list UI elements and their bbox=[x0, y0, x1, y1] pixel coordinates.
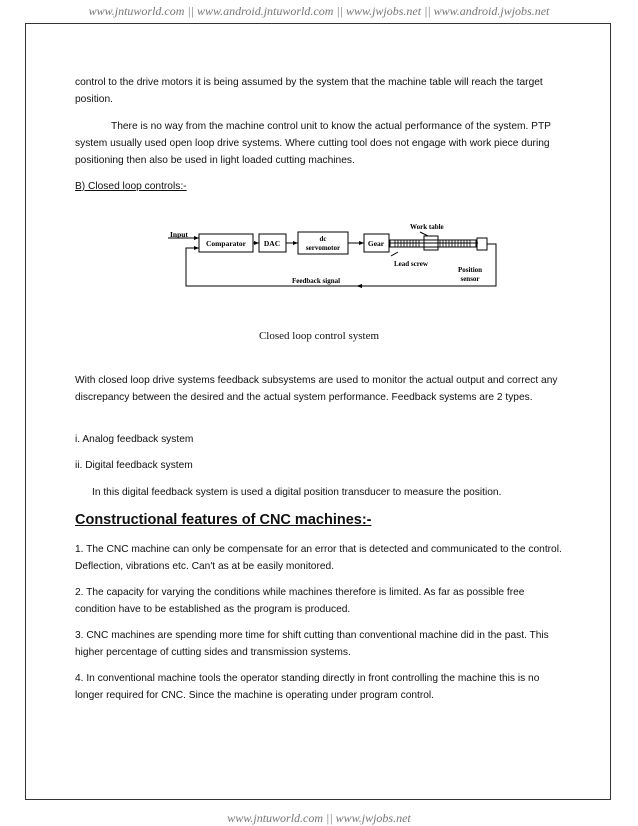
list-item-analog: i. Analog feedback system bbox=[75, 434, 194, 445]
label-comparator: Comparator bbox=[206, 239, 246, 248]
label-sensor: sensor bbox=[460, 275, 480, 283]
list-item-digital: ii. Digital feedback system bbox=[75, 460, 193, 471]
label-servomotor: servomotor bbox=[305, 244, 341, 252]
paragraph-4: In this digital feedback system is used a digital position transducer to measure the position. bbox=[92, 487, 502, 498]
paragraph-3: With closed loop drive systems feedback subsystems are used to monitor the actual output and correct any discrepancy between the desired and the actual system performance. Feedback systems are 2 types. bbox=[75, 375, 558, 403]
label-position: Position bbox=[457, 266, 483, 274]
diagram-caption: Closed loop control system bbox=[258, 330, 380, 342]
label-gear: Gear bbox=[367, 239, 385, 248]
page-header: www.jntuworld.com || www.android.jntuworld.com || www.jwjobs.net || www.android.jwjobs.net bbox=[88, 4, 550, 18]
paragraph-1: control to the drive motors it is being assumed by the system that the machine table will reach the target position. bbox=[75, 77, 543, 105]
label-dc: dc bbox=[319, 235, 327, 243]
page-footer: www.jntuworld.com || www.jwjobs.net bbox=[227, 811, 411, 825]
position-sensor-block bbox=[477, 238, 487, 250]
label-lead-screw: Lead screw bbox=[394, 260, 428, 268]
feature-item-2: 2. The capacity for varying the conditions while machines therefore is limited. As far as possible free condition have to be established as the program is produced. bbox=[75, 587, 525, 615]
section-heading: Constructional features of CNC machines:- bbox=[75, 512, 372, 528]
feature-item-4: 4. In conventional machine tools the operator standing directly in front controlling the machine this is no longer required for CNC. Since the machine is operating under program control. bbox=[75, 673, 540, 701]
subheading-closed-loop: B) Closed loop controls:- bbox=[75, 181, 187, 192]
paragraph-2: There is no way from the machine control unit to know the actual performance of the system. PTP system usually used open loop drive systems. Where cutting tool does not engage with work piece during positioning then also be used in light loaded cutting machines. bbox=[75, 121, 551, 166]
label-dac: DAC bbox=[263, 239, 281, 248]
label-input: Input bbox=[170, 230, 188, 239]
label-feedback-signal: Feedback signal bbox=[292, 277, 341, 285]
label-work-table: Work table bbox=[410, 223, 444, 231]
feature-item-3: 3. CNC machines are spending more time for shift cutting than conventional machine did in the past. This higher percentage of cutting sides and transmission systems. bbox=[75, 630, 549, 658]
closed-loop-diagram bbox=[0, 0, 638, 330]
feature-item-1: 1. The CNC machine can only be compensate for an error that is detected and communicated to the control. Deflection, vibrations etc. Can't as at be easily monitored. bbox=[75, 544, 562, 572]
